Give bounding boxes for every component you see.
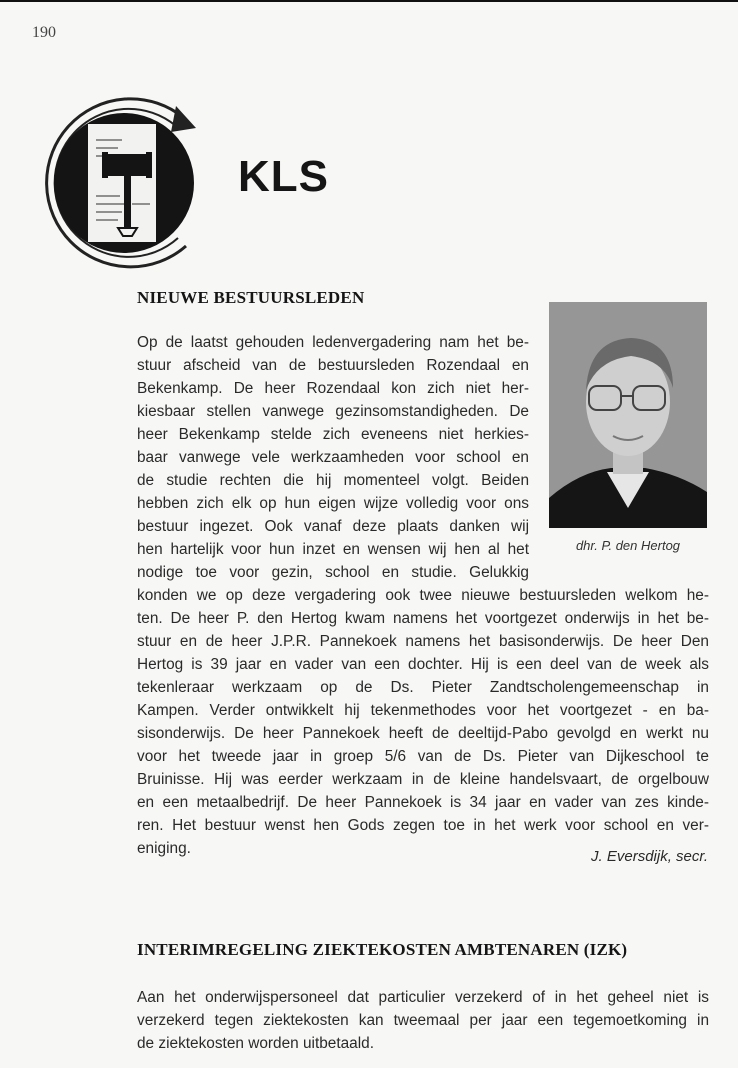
article2-heading: INTERIMREGELING ZIEKTEKOSTEN AMBTENAREN (IZK) xyxy=(137,940,628,959)
kls-logo-icon xyxy=(26,88,206,278)
article1-heading: NIEUWE BESTUURSLEDEN xyxy=(137,288,365,307)
text-line: stuur afscheid van de bestuursleden Rozendaal en xyxy=(137,357,529,374)
text-line: heer Bekenkamp stelde zich eveneens niet herkies- xyxy=(137,426,529,443)
text-line: Op de laatst gehouden ledenvergadering nam het be- xyxy=(137,334,529,351)
text-line: hen hartelijk voor hun inzet en wensen wij hen al het xyxy=(137,541,529,558)
text-line: sisonderwijs. De heer Pannekoek heeft de deeltijd-Pabo gevolgd en werkt nu xyxy=(137,725,709,742)
photo-caption: dhr. P. den Hertog xyxy=(575,538,681,553)
signature: J. Eversdijk, secr. xyxy=(591,848,708,865)
text-line: ten. De heer P. den Hertog kwam namens het voortgezet onderwijs in het be- xyxy=(137,610,709,627)
text-line: Kampen. Verder ontwikkelt hij tekenmethodes voor het voortgezet - en ba- xyxy=(137,702,709,719)
text-line: verzekerd tegen ziektekosten kan tweemaal per jaar een tegemoetkoming in xyxy=(137,1012,709,1029)
text-line: de ziektekosten worden uitbetaald. xyxy=(137,1035,374,1052)
text-line: Bruinisse. Hij was eerder werkzaam in de kleine handelsvaart, de orgelbouw xyxy=(137,771,709,788)
top-rule xyxy=(0,0,738,2)
text-line: voor het tweede jaar in groep 5/6 van de Ds. Pieter van Dijkeschool te xyxy=(137,748,709,765)
article2-body xyxy=(137,986,709,1055)
section-title: KLS xyxy=(238,152,329,201)
text-line: tekenleraar werkzaam op de Ds. Pieter Zandtscholengemeenschap in xyxy=(137,679,709,696)
text-line: eniging. xyxy=(137,840,191,857)
text-line: ren. Het bestuur wenst hen Gods zegen toe in het werk voor school en ver- xyxy=(137,817,709,834)
text-line: konden we op deze vergadering ook twee nieuwe bestuursleden welkom he- xyxy=(137,587,709,604)
text-line: nodige toe voor gezin, school en studie. Gelukkig xyxy=(137,564,529,581)
text-line: baar vanwege vele werkzaamheden voor school en xyxy=(137,449,529,466)
text-line: kiesbaar stellen vanwege gezinsomstandigheden. De xyxy=(137,403,529,420)
page-number: 190 xyxy=(32,24,56,41)
text-line: Bekenkamp. De heer Rozendaal kon zich niet her- xyxy=(137,380,529,397)
text-line: de studie rechten die hij momenteel volgt. Beiden xyxy=(137,472,529,489)
portrait-photo xyxy=(549,302,707,528)
text-line: Hertog is 39 jaar en vader van een dochter. Hij is een deel van de week als xyxy=(137,656,709,673)
text-line: Aan het onderwijspersoneel dat particulier verzekerd of in het geheel niet is xyxy=(137,989,709,1006)
text-line: hebben zich elk op hun eigen wijze volledig voor ons xyxy=(137,495,529,512)
text-line: stuur en de heer J.P.R. Pannekoek namens het basisonderwijs. De heer Den xyxy=(137,633,709,650)
text-line: bestuur ingezet. Ook vanaf deze plaats danken wij xyxy=(137,518,529,535)
text-line: en een metaalbedrijf. De heer Pannekoek is 34 jaar en vader van zes kinde- xyxy=(137,794,709,811)
